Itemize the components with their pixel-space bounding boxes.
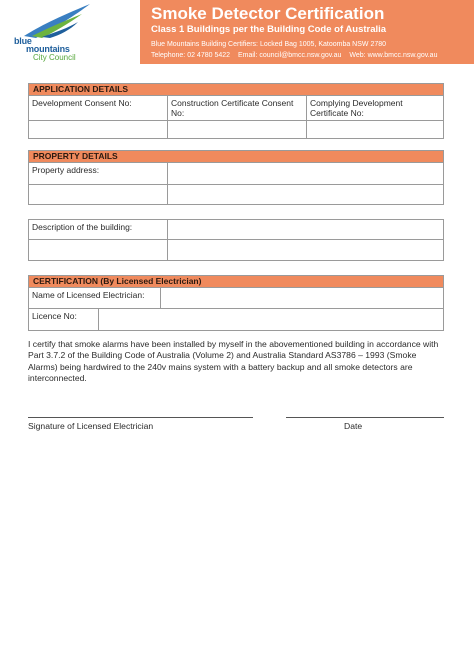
application-input-row [29,121,443,138]
website: Web: www.bmcc.nsw.gov.au [349,52,438,59]
application-label-row [29,96,443,121]
logo-text-city-council: City Council [33,53,76,62]
property-details-heading: PROPERTY DETAILS [29,151,443,163]
building-description-row-2 [29,240,443,260]
property-address-blank [29,185,168,204]
building-description-row [29,220,443,240]
construction-certificate-field[interactable] [168,121,307,138]
licence-number-label: Licence No: [29,309,99,330]
development-consent-label: Development Consent No: [29,96,168,120]
header-banner [140,0,474,64]
electrician-name-field[interactable] [161,288,443,308]
property-address-field-2[interactable] [168,185,443,204]
logo-text-blue: blue [14,36,32,46]
contact-line [151,52,443,59]
electrician-name-row [29,288,443,309]
page-title: Smoke Detector Certification [151,4,385,23]
certifier-address: Blue Mountains Building Certifiers: Locked Bag 1005, Katoomba NSW 2780 [151,41,387,48]
certification-section [28,275,444,331]
construction-certificate-label: Construction Certificate Consent No: [168,96,307,120]
property-details-section [28,150,444,205]
building-description-field[interactable] [168,220,443,239]
property-address-label: Property address: [29,163,168,184]
property-address-field[interactable] [168,163,443,184]
mountains-logo-icon [22,2,94,40]
building-description-label: Description of the building: [29,220,168,239]
licence-number-field[interactable] [99,309,443,330]
electrician-name-label: Name of Licensed Electrician: [29,288,161,308]
development-consent-field[interactable] [29,121,168,138]
complying-development-field[interactable] [307,121,443,138]
building-description-section [28,219,444,261]
date-label: Date [344,421,363,431]
property-address-row [29,163,443,185]
property-address-row-2 [29,185,443,204]
council-logo [0,0,100,72]
application-details-section [28,83,444,139]
signature-line[interactable] [28,417,253,418]
building-description-field-2[interactable] [168,240,443,260]
telephone: Telephone: 02 4780 5422 [151,52,231,59]
certification-heading: CERTIFICATION (By Licensed Electrician) [29,276,443,288]
building-description-blank [29,240,168,260]
signature-label: Signature of Licensed Electrician [28,421,154,431]
email: Email: council@bmcc.nsw.gov.au [237,52,342,59]
application-details-heading: APPLICATION DETAILS [29,84,443,96]
date-line[interactable] [286,417,444,418]
logo-text-mountains: mountains [26,44,70,54]
certification-statement: I certify that smoke alarms have been installed by myself in the abovementioned building in accordance with Part 3.7.2 of the Building Code of Australia (Volume 2) and Australia Standard AS3786 – 1993 (Smoke Alarms) being hardwired to the 240v mains system with a battery backup and all smoke detectors are interconnected. [28,339,439,384]
page-subtitle: Class 1 Buildings per the Building Code of Australia [151,24,387,35]
complying-development-label: Complying Development Certificate No: [310,98,403,118]
licence-number-row [29,309,443,330]
